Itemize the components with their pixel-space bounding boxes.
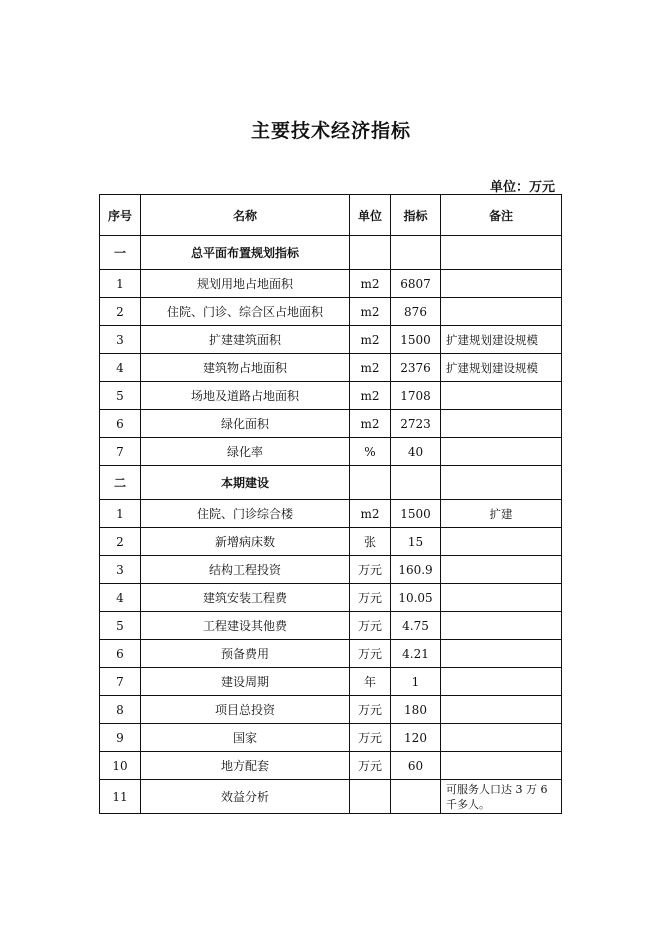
row-unit: m2 xyxy=(350,500,391,528)
row-seq: 6 xyxy=(100,410,141,438)
row-seq: 6 xyxy=(100,640,141,668)
unit-label: 单位：万元 xyxy=(489,180,555,195)
row-note xyxy=(441,438,562,466)
row-unit: m2 xyxy=(350,270,391,298)
row-seq: 3 xyxy=(100,326,141,354)
row-seq: 7 xyxy=(100,668,141,696)
header-unit: 单位 xyxy=(350,195,391,236)
row-name: 住院、门诊、综合区占地面积 xyxy=(141,298,350,326)
row-unit: 张 xyxy=(350,528,391,556)
row-note: 扩建规划建设规模 xyxy=(441,354,562,382)
header-value: 指标 xyxy=(391,195,441,236)
row-value: 1500 xyxy=(391,326,441,354)
table-row xyxy=(100,382,562,410)
row-unit: m2 xyxy=(350,354,391,382)
row-note xyxy=(441,724,562,752)
row-value: 1708 xyxy=(391,382,441,410)
row-note: 可服务人口达 3 万 6 千多人。 xyxy=(441,780,562,814)
table-row xyxy=(100,410,562,438)
row-unit: 万元 xyxy=(350,640,391,668)
row-name: 项目总投资 xyxy=(141,696,350,724)
row-value: 40 xyxy=(391,438,441,466)
row-note: 扩建规划建设规模 xyxy=(441,326,562,354)
row-note xyxy=(441,382,562,410)
row-name: 建设周期 xyxy=(141,668,350,696)
row-name: 地方配套 xyxy=(141,752,350,780)
table-header-row xyxy=(100,195,562,236)
row-seq: 3 xyxy=(100,556,141,584)
row-unit: 万元 xyxy=(350,696,391,724)
row-unit: 万元 xyxy=(350,556,391,584)
table-row xyxy=(100,354,562,382)
table-row xyxy=(100,438,562,466)
row-unit: % xyxy=(350,438,391,466)
row-value: 15 xyxy=(391,528,441,556)
section-name: 本期建设 xyxy=(141,466,350,500)
row-name: 住院、门诊综合楼 xyxy=(141,500,350,528)
row-value: 4.75 xyxy=(391,612,441,640)
row-note xyxy=(441,668,562,696)
row-note xyxy=(441,640,562,668)
row-note: 扩建 xyxy=(441,500,562,528)
empty-cell xyxy=(391,236,441,270)
row-name: 规划用地占地面积 xyxy=(141,270,350,298)
row-value: 876 xyxy=(391,298,441,326)
section-name: 总平面布置规划指标 xyxy=(141,236,350,270)
table-row xyxy=(100,556,562,584)
row-unit: 万元 xyxy=(350,724,391,752)
row-value: 120 xyxy=(391,724,441,752)
empty-cell xyxy=(441,236,562,270)
row-seq: 9 xyxy=(100,724,141,752)
section-seq: 二 xyxy=(100,466,141,500)
table-row xyxy=(100,780,562,814)
page-title: 主要技术经济指标 xyxy=(250,120,411,142)
row-seq: 4 xyxy=(100,584,141,612)
table-row xyxy=(100,584,562,612)
row-value: 10.05 xyxy=(391,584,441,612)
table-row xyxy=(100,326,562,354)
table-row xyxy=(100,612,562,640)
row-unit: 万元 xyxy=(350,752,391,780)
section-row xyxy=(100,466,562,500)
row-name: 预备费用 xyxy=(141,640,350,668)
row-note xyxy=(441,612,562,640)
row-seq: 5 xyxy=(100,612,141,640)
row-unit: m2 xyxy=(350,382,391,410)
empty-cell xyxy=(350,236,391,270)
table-row xyxy=(100,752,562,780)
section-row xyxy=(100,236,562,270)
row-note xyxy=(441,584,562,612)
row-unit: 万元 xyxy=(350,584,391,612)
header-note: 备注 xyxy=(441,195,562,236)
row-unit: 万元 xyxy=(350,612,391,640)
table-row xyxy=(100,640,562,668)
row-value: 2376 xyxy=(391,354,441,382)
row-unit xyxy=(350,780,391,814)
row-note xyxy=(441,298,562,326)
row-unit: m2 xyxy=(350,410,391,438)
row-seq: 4 xyxy=(100,354,141,382)
row-seq: 8 xyxy=(100,696,141,724)
row-value: 4.21 xyxy=(391,640,441,668)
row-note xyxy=(441,528,562,556)
header-name: 名称 xyxy=(141,195,350,236)
row-value: 1 xyxy=(391,668,441,696)
row-value: 160.9 xyxy=(391,556,441,584)
row-name: 工程建设其他费 xyxy=(141,612,350,640)
row-unit: m2 xyxy=(350,298,391,326)
row-name: 建筑安装工程费 xyxy=(141,584,350,612)
row-value xyxy=(391,780,441,814)
row-note xyxy=(441,752,562,780)
empty-cell xyxy=(441,466,562,500)
empty-cell xyxy=(391,466,441,500)
row-name: 新增病床数 xyxy=(141,528,350,556)
row-unit: m2 xyxy=(350,326,391,354)
row-value: 180 xyxy=(391,696,441,724)
row-name: 场地及道路占地面积 xyxy=(141,382,350,410)
empty-cell xyxy=(350,466,391,500)
row-name: 国家 xyxy=(141,724,350,752)
row-note xyxy=(441,270,562,298)
header-seq: 序号 xyxy=(100,195,141,236)
row-seq: 7 xyxy=(100,438,141,466)
row-name: 绿化面积 xyxy=(141,410,350,438)
row-note xyxy=(441,410,562,438)
row-seq: 2 xyxy=(100,298,141,326)
row-value: 2723 xyxy=(391,410,441,438)
row-seq: 2 xyxy=(100,528,141,556)
row-value: 6807 xyxy=(391,270,441,298)
row-seq: 10 xyxy=(100,752,141,780)
row-name: 结构工程投资 xyxy=(141,556,350,584)
table-row xyxy=(100,528,562,556)
row-name: 效益分析 xyxy=(141,780,350,814)
table-row xyxy=(100,724,562,752)
table-row xyxy=(100,696,562,724)
row-seq: 1 xyxy=(100,270,141,298)
row-unit: 年 xyxy=(350,668,391,696)
row-value: 60 xyxy=(391,752,441,780)
table-row xyxy=(100,270,562,298)
section-seq: 一 xyxy=(100,236,141,270)
row-value: 1500 xyxy=(391,500,441,528)
table-row xyxy=(100,500,562,528)
row-seq: 11 xyxy=(100,780,141,814)
row-name: 扩建建筑面积 xyxy=(141,326,350,354)
row-name: 绿化率 xyxy=(141,438,350,466)
row-seq: 5 xyxy=(100,382,141,410)
table-row xyxy=(100,298,562,326)
indicator-table xyxy=(99,194,562,814)
row-note xyxy=(441,696,562,724)
row-seq: 1 xyxy=(100,500,141,528)
table-row xyxy=(100,668,562,696)
row-note xyxy=(441,556,562,584)
row-name: 建筑物占地面积 xyxy=(141,354,350,382)
